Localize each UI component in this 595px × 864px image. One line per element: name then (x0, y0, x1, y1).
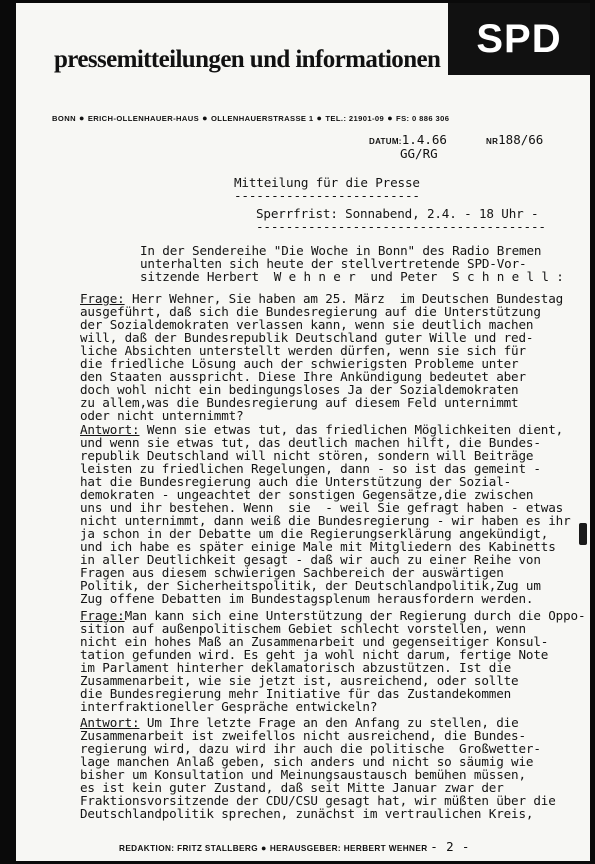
text-line: Zusammenarbeit ist zweifellos nicht ausreichend, die Bundes- (80, 728, 526, 743)
answer-label: Antwort: (80, 715, 140, 730)
text-line: Politik, der Sicherheitspolitik, der Deutschlandpolitik,Zug um (80, 578, 541, 593)
spd-logo: SPD (448, 3, 590, 75)
date-value: 1.4.66 (401, 132, 447, 147)
text-line: Wenn sie etwas tut, das friedlichen Möglichkeiten dient, (139, 422, 564, 437)
footer-redaktion: REDAKTION: FRITZ STALLBERG (119, 844, 258, 853)
date-field (369, 132, 447, 147)
text-line: will, daß der Bundesrepublik Deutschland guter Wille und red- (80, 330, 534, 345)
intro-line: In der Sendereihe "Die Woche in Bonn" des Radio Bremen (140, 243, 542, 258)
text-line: oder nicht unternimmt? (80, 408, 244, 423)
text-line: doch wohl nicht ein bedingungsloses Ja der Sozialdemokraten (80, 382, 519, 397)
text-line: Fraktionsvorsitzende der CDU/CSU gesagt hat, wir müßten über die (80, 793, 556, 808)
bullet-icon: ● (387, 113, 394, 123)
text-line: Herr Wehner, Sie haben am 25. März im Deutschen Bundestag (124, 291, 564, 306)
text-line: es ist kein guter Zustand, daß seit Mitte Januar zwar der (80, 780, 504, 795)
text-line: leisten zu friedlichen Regelungen, dann - so ist das gemeint - (80, 461, 541, 476)
text-line: tation gefunden wird. Es geht ja wohl nicht darum, fertige Note (80, 647, 549, 662)
text-line: in aller Deutlichkeit gesagt - daß wir auch zu einer Reihe von (80, 552, 541, 567)
text-line: hat die Bundesregierung auch die Unterstützung der Sozial- (80, 474, 512, 489)
number-field (486, 132, 543, 147)
footer-herausgeber: HERAUSGEBER: HERBERT WEHNER (269, 844, 428, 853)
heading-title-rule: ------------------------- (234, 188, 420, 203)
text-line: der Sozialdemokraten verlassen kann, wenn sie deutlich machen (80, 317, 534, 332)
number-label: NR (486, 137, 499, 146)
page-title: pressemitteilungen und informationen (54, 46, 441, 73)
intro-line: unterhalten sich heute der stellvertretende SPD-Vor- (140, 256, 527, 271)
text-line: ja schon in der Debatte um die Regierungserklärung angekündigt, (80, 526, 549, 541)
text-line: sition auf außenpolitischem Gebiet schlecht vorstellen, wenn (80, 621, 526, 636)
bullet-icon: ● (202, 113, 208, 123)
initials: GG/RG (400, 146, 438, 161)
address-tel: TEL.: 21901-09 (325, 114, 385, 123)
text-line: demokraten - ungeachtet der sonstigen Gegensätze,die zwischen (80, 487, 534, 502)
intro-line: sitzende Herbert W e h n e r und Peter S c h n e l l : (140, 269, 564, 284)
text-line: und wenn sie etwas tut, das deutlich machen hilft, die Bundes- (80, 435, 541, 450)
bullet-icon: ● (260, 843, 267, 853)
press-release-page (16, 3, 590, 861)
address-line (52, 113, 574, 123)
question-label: Frage: (80, 291, 125, 306)
embargo-line: Sperrfrist: Sonnabend, 2.4. - 18 Uhr - (256, 206, 539, 221)
bullet-icon: ● (78, 113, 85, 123)
date-label: DATUM: (369, 137, 402, 146)
text-line: ausgeführt, daß sich die Bundesregierung auf die Unterstützung (80, 304, 541, 319)
text-line: bisher um Konsultation und Meinungsaustausch bemühen müssen, (80, 767, 526, 782)
page-number: - 2 - (430, 839, 470, 854)
text-line: interfraktioneller Gespräche entwickeln? (80, 699, 378, 714)
text-line: liche Absichten unterstellt werden dürfen, wenn sie sich für (80, 343, 526, 358)
embargo-rule: --------------------------------------- (256, 219, 546, 234)
text-line: zu allem,was die Bundesregierung auf diesem Feld unternimmt (80, 395, 519, 410)
number-value: 188/66 (498, 132, 544, 147)
text-line: Zusammenarbeit, wie sie jetzt ist, ausreichend, oder sollte (80, 673, 519, 688)
text-line: den Staaten ausspricht. Diese Ihre Ankündigung bedeutet aber (80, 369, 526, 384)
address-street: OLLENHAUERSTRASSE 1 (211, 114, 314, 123)
text-line: die Bundesregierung mehr Initiative für das Zustandekommen (80, 686, 512, 701)
text-line: Deutschlandpolitik sprechen, zunächst im vertraulichen Kreis, (80, 806, 534, 821)
answer-label: Antwort: (80, 422, 140, 437)
text-line: uns und ihr bestehen. Wenn sie - weil Sie gefragt haben - etwas (80, 500, 564, 515)
text-line: Um Ihre letzte Frage an den Anfang zu stellen, die (139, 715, 519, 730)
question-label: Frage: (80, 608, 125, 623)
text-line: nicht unternimmt, dann weiß die Bundesregierung - wir haben es ihr (80, 513, 571, 528)
address-city: BONN (52, 114, 76, 123)
heading-title: Mitteilung für die Presse (234, 175, 420, 190)
footer (119, 839, 470, 854)
bullet-icon: ● (316, 113, 323, 123)
text-line: nicht ein hohes Maß an Zusammenarbeit und gegenseitiger Konsul- (80, 634, 549, 649)
address-fs: FS: 0 886 306 (396, 114, 450, 123)
text-line: und ich habe es später einige Male mit Mitgliedern des Kabinetts (80, 539, 556, 554)
text-line: regierung wird, dazu wird ihr auch die politische Großwetter- (80, 741, 541, 756)
text-line: Man kann sich eine Unterstützung der Regierung durch die Oppo- (124, 608, 586, 623)
text-line: Fragen aus diesem schwierigen Sachbereich der auswärtigen (80, 565, 504, 580)
text-line: lage manchen Anlaß geben, sich anders und nicht so säumig wie (80, 754, 534, 769)
text-line: republik Deutschland will nicht stören, sondern will Beiträge (80, 448, 534, 463)
text-line: im Parlament hinterher deklamatorisch abzustützen. Ist die (80, 660, 512, 675)
text-line: die friedliche Lösung auch der schwierigsten Probleme unter (80, 356, 519, 371)
margin-mark (579, 523, 587, 545)
address-house: ERICH-OLLENHAUER-HAUS (87, 114, 200, 123)
text-line: Zug offene Debatten im Bundestagsplenum herausfordern werden. (80, 591, 534, 606)
